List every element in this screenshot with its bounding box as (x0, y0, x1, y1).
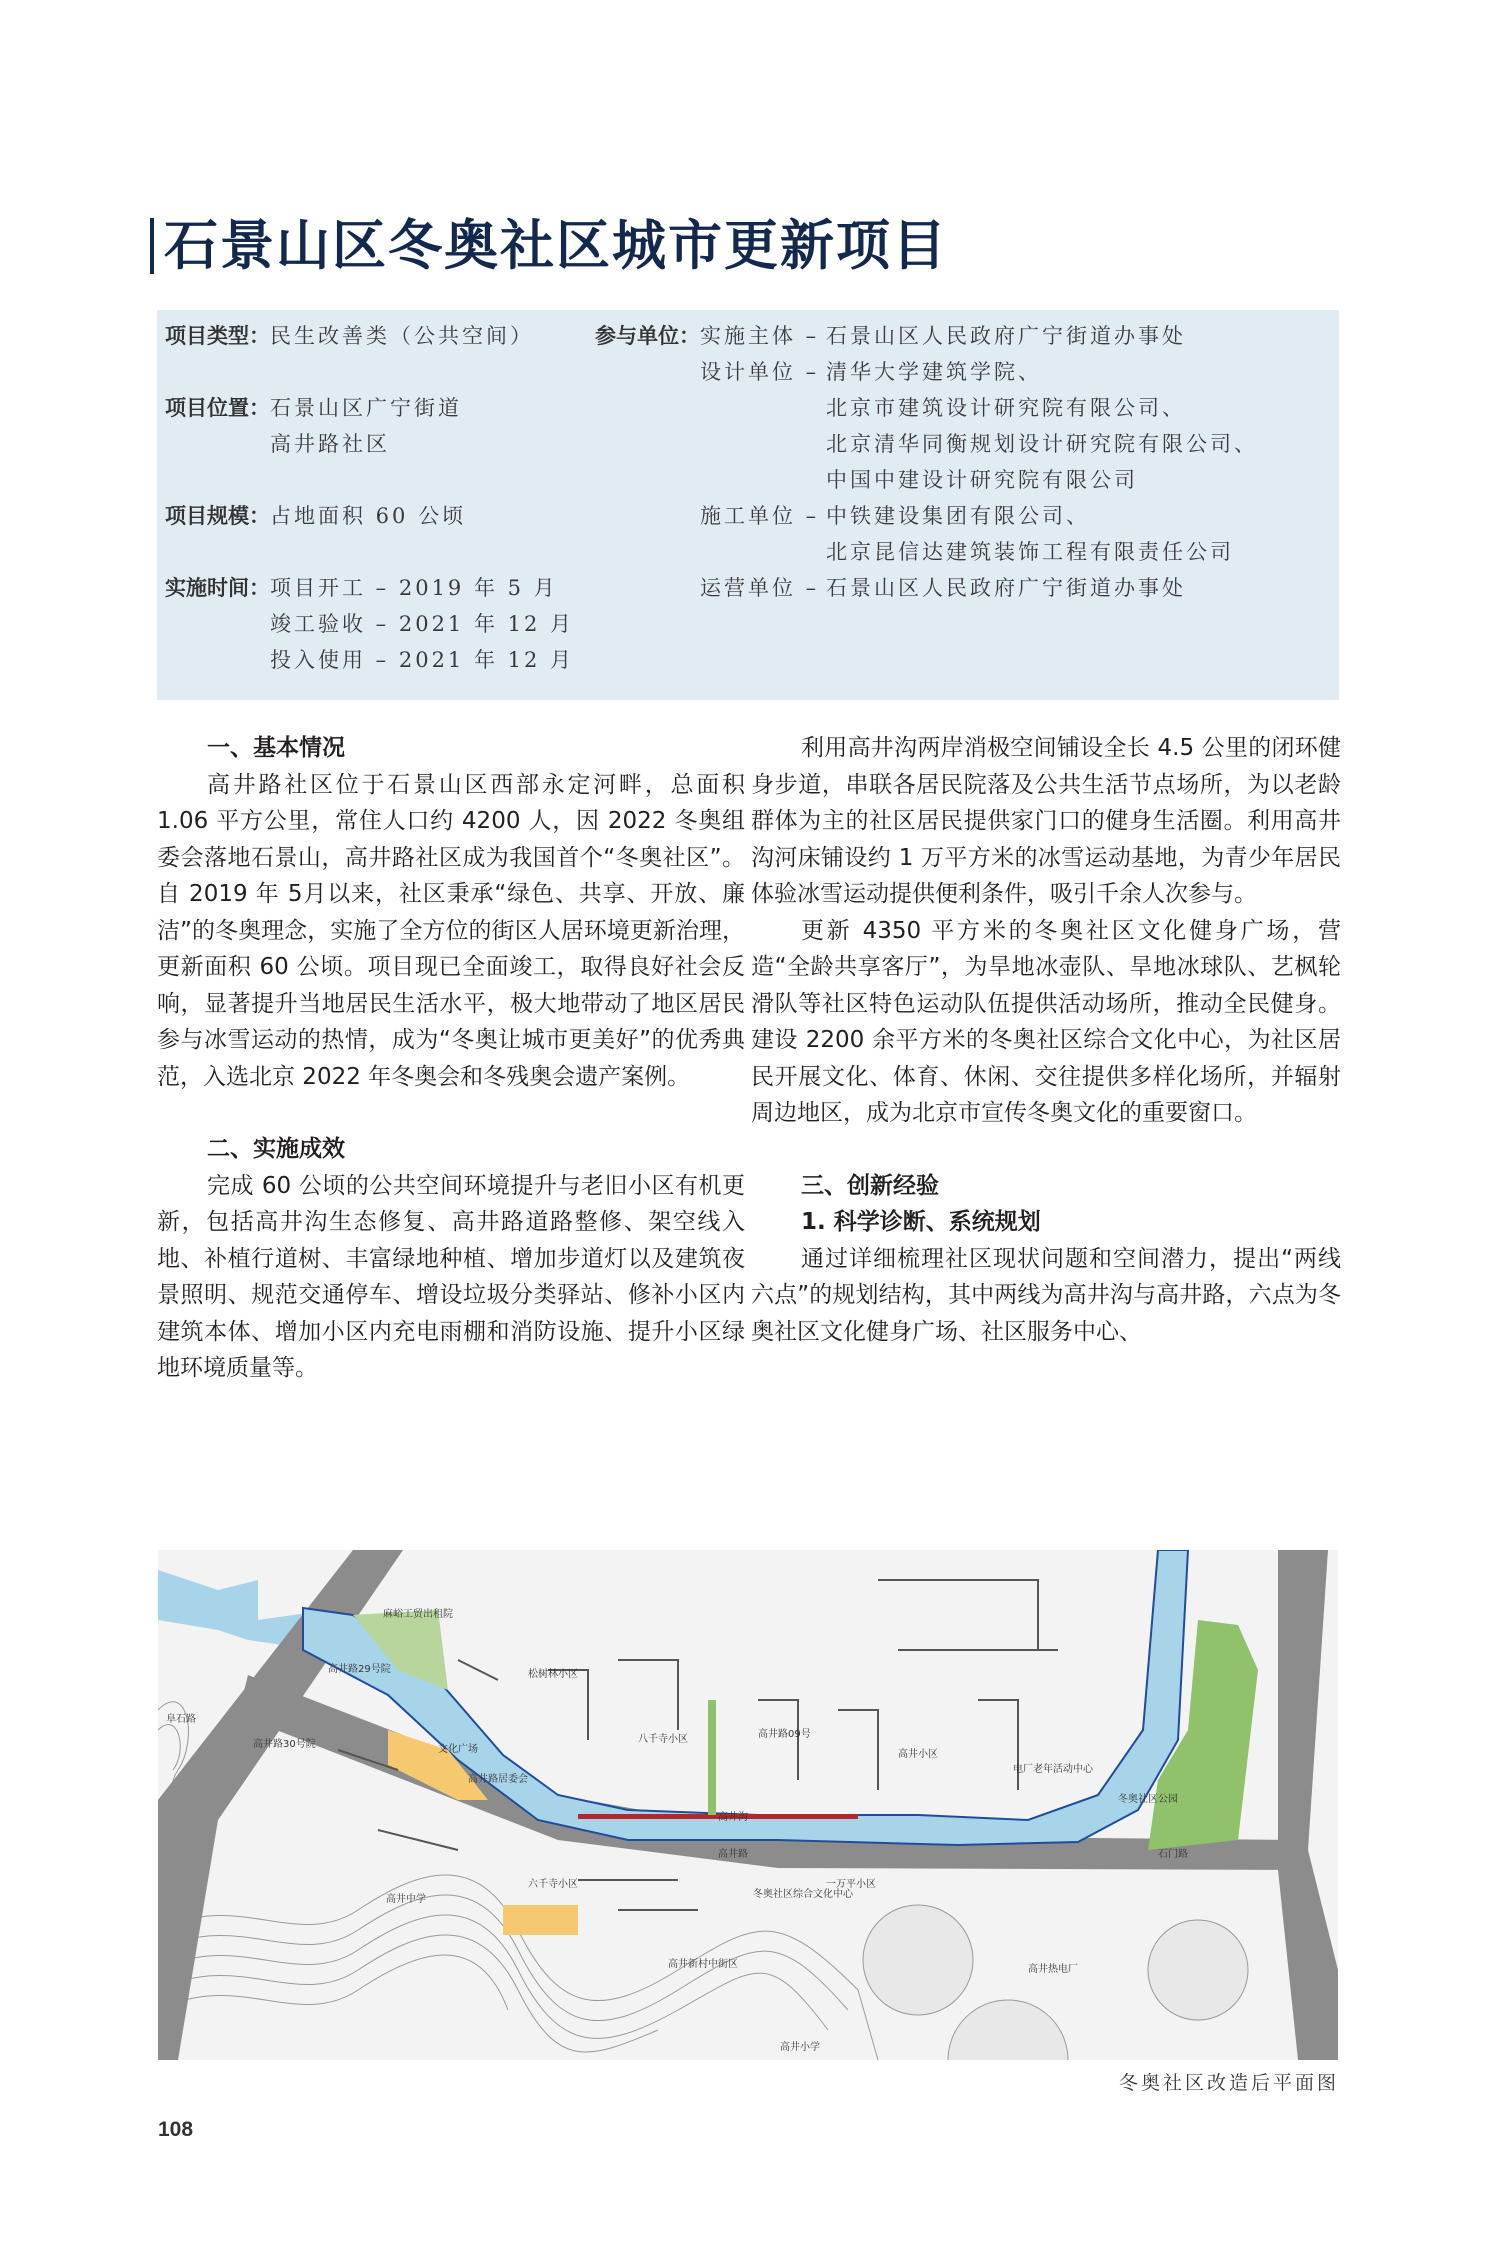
unit-name: 石景山区人民政府广宁街道办事处 (826, 324, 1186, 348)
map-label: 六千寺小区 (528, 1879, 578, 1890)
unit-role: 运营单位 – (700, 576, 820, 600)
info-scale (165, 498, 585, 534)
info-type-label: 项目类型： (165, 324, 270, 348)
info-scale-value: 占地面积 60 公顷 (270, 504, 467, 528)
project-info-box (157, 310, 1339, 700)
map-label: 一万平小区 (826, 1879, 876, 1890)
power-plant-tank (1148, 1920, 1248, 2020)
unit-group (700, 354, 1258, 498)
map-label: 高井中学 (386, 1894, 426, 1905)
unit-group (700, 570, 1258, 606)
map-label: 高井小区 (898, 1749, 938, 1760)
page-number: 108 (158, 2118, 194, 2141)
info-units (595, 318, 1258, 606)
green-strip (708, 1700, 716, 1815)
map-label: 高井路居委会 (468, 1774, 528, 1785)
unit-name: 清华大学建筑学院、 (826, 360, 1042, 384)
paragraph: 更新 4350 平方米的冬奥社区文化健身广场，营造“全龄共享客厅”，为旱地冰壶队、旱地冰球队、艺枫轮滑队等社区特色运动队伍提供活动场所，推动全民健身。建设 2200 余平方米的冬奥社区综合文化中心，为社区居民开展文化、体育、休闲、交往提供多样化场所，并辐射周边地区，成为北京市宣传冬奥文化的重要窗口。 (751, 917, 1341, 1126)
info-location-label: 项目位置： (165, 396, 270, 420)
unit-name: 北京市建筑设计研究院有限公司、 (826, 396, 1186, 420)
map-label: 高井沟 (718, 1812, 748, 1823)
unit-role: 设计单位 – (700, 360, 820, 384)
units-list (700, 318, 1258, 606)
unit-name: 石景山区人民政府广宁街道办事处 (826, 576, 1186, 600)
page-title: 石景山区冬奥社区城市更新项目 (164, 214, 948, 277)
unit-role: 实施主体 – (700, 324, 820, 348)
info-time-value: 投入使用 – 2021 年 12 月 (270, 648, 575, 672)
map-label: 高井路09号 (758, 1729, 811, 1740)
unit-name: 北京昆信达建筑装饰工程有限责任公司 (826, 540, 1234, 564)
map-label: 高井新村中街区 (668, 1959, 738, 1970)
column-right (751, 730, 1341, 1350)
info-type (165, 318, 585, 354)
info-time (165, 570, 605, 678)
info-location-value: 高井路社区 (270, 432, 390, 456)
map-label: 冬奥社区公园 (1118, 1794, 1178, 1805)
column-left (157, 730, 745, 1387)
map-label: 阜石路 (166, 1714, 196, 1725)
unit-name: 中国中建设计研究院有限公司 (826, 468, 1138, 492)
map-label: 冬奥社区综合文化中心 (753, 1889, 853, 1900)
section-heading: 三、创新经验 (801, 1172, 939, 1199)
paragraph: 利用高井沟两岸消极空间铺设全长 4.5 公里的闭环健身步道，串联各居民院落及公共生活节点场所，为以老龄群体为主的社区居民提供家门口的健身生活圈。利用高井沟河床铺设约 1 万平方米的冰雪运动基地，为青少年居民体验冰雪运动提供便利条件，吸引千余人次参与。 (751, 735, 1341, 907)
unit-name: 北京清华同衡规划设计研究院有限公司、 (826, 432, 1258, 456)
figure-caption: 冬奥社区改造后平面图 (1118, 2072, 1339, 2094)
info-time-value: 项目开工 – 2019 年 5 月 (270, 576, 558, 600)
site-plan-map (158, 1550, 1338, 2060)
highlight-building (503, 1905, 578, 1935)
info-type-value: 民生改善类（公共空间） (270, 324, 534, 348)
paragraph: 通过详细梳理社区现状问题和空间潜力，提出“两线六点”的规划结构，其中两线为高井沟与高井路，六点为冬奥社区文化健身广场、社区服务中心、 (751, 1245, 1341, 1345)
title-accent-bar (150, 218, 154, 274)
unit-name: 中铁建设集团有限公司、 (826, 504, 1090, 528)
map-label: 高井路30号院 (253, 1739, 316, 1750)
map-label: 高井小学 (780, 2042, 820, 2053)
info-units-label: 参与单位： (595, 324, 700, 348)
subsection-heading: 1. 科学诊断、系统规划 (801, 1209, 1041, 1235)
info-location (165, 390, 585, 462)
unit-group (700, 318, 1258, 354)
paragraph: 完成 60 公顷的公共空间环境提升与老旧小区有机更新，包括高井沟生态修复、高井路道路整修、架空线入地、补植行道树、丰富绿地种植、增加步道灯以及建筑夜景照明、规范交通停车、增设垃圾分类驿站、修补小区内建筑本体、增加小区内充电雨棚和消防设施、提升小区绿地环境质量等。 (157, 1172, 745, 1381)
section-heading: 一、基本情况 (207, 735, 345, 761)
info-time-value: 竣工验收 – 2021 年 12 月 (270, 612, 575, 636)
info-location-value: 石景山区广宁街道 (270, 396, 462, 420)
unit-role: 施工单位 – (700, 504, 820, 528)
info-time-label: 实施时间： (165, 576, 270, 600)
map-label: 文化广场 (438, 1744, 478, 1755)
map-label: 石门路 (1158, 1849, 1188, 1860)
unit-group (700, 498, 1258, 570)
info-scale-label: 项目规模： (165, 504, 270, 528)
map-label: 高井路29号院 (328, 1664, 391, 1675)
power-plant-tank (863, 1905, 973, 2015)
map-label: 松树林小区 (528, 1669, 578, 1680)
section-heading: 二、实施成效 (207, 1136, 345, 1162)
map-label: 麻峪工贸出租院 (383, 1609, 453, 1620)
map-label: 高井热电厂 (1028, 1964, 1078, 1975)
paragraph: 高井路社区位于石景山区西部永定河畔，总面积 1.06 平方公里，常住人口约 4200 人，因 2022 冬奥组委会落地石景山，高井路社区成为我国首个“冬奥社区”。自 2019 年 5月以来，社区秉承“绿色、共享、开放、廉洁”的冬奥理念，实施了全方位的街区人居环境更新治理，更新面积 60 公顷。项目现已全面竣工，取得良好社会反响，显著提升当地居民生活水平，极大地带动了地区居民参与冰雪运动的热情，成为“冬奥让城市更美好”的优秀典范，入选北京 2022 年冬奥会和冬残奥会遗产案例。 (157, 771, 745, 1090)
page-title-block (150, 214, 948, 278)
map-label: 电厂老年活动中心 (1013, 1764, 1093, 1775)
map-label: 高井路 (718, 1849, 748, 1860)
site-plan-graphic (158, 1550, 1338, 2060)
map-label: 八千寺小区 (638, 1734, 688, 1745)
